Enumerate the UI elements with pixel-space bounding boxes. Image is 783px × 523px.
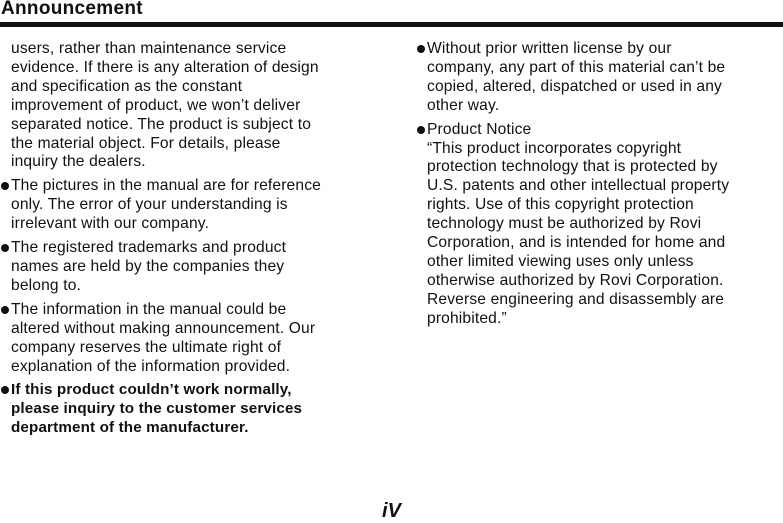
right-column xyxy=(416,40,783,334)
paragraph-pictures-reference: The pictures in the manual are for reference only. The error of your understanding is irrelevant with our company. xyxy=(0,177,372,234)
paragraph-information-altered: The information in the manual could be altered without making announcement. Our company reserves the ultimate right of explanation of the information provided. xyxy=(0,301,372,377)
title-divider xyxy=(0,22,783,27)
paragraph-warranty-continued: users, rather than maintenance service evidence. If there is any alteration of design and specification as the constant improvement of product, we won’t deliver separated notice. The product is subject to the material object. For details, please inquiry the dealers. xyxy=(11,40,319,171)
paragraph-license: Without prior written license by our company, any part of this material can’t be copied, altered, dispatched or used in any other way. xyxy=(416,40,783,116)
page-number: iV xyxy=(382,500,401,522)
page-title: Announcement xyxy=(1,0,143,19)
paragraph-customer-service: If this product couldn’t work normally, please inquiry to the customer services department of the manufacturer. xyxy=(0,381,372,438)
paragraph-product-notice: Product Notice “This product incorporates copyright protection technology that is protected by U.S. patents and other intellectual property rights. Use of this copyright protection technology must be authorized by Rovi Corporation, and is intended for home and other limited viewing uses only unless otherwise authorized by Rovi Corporation. Reverse engineering and disassembly are prohibited.” xyxy=(416,121,783,329)
paragraph-trademarks: The registered trademarks and product names are held by the companies they belong to. xyxy=(0,239,372,296)
left-column xyxy=(0,40,372,443)
